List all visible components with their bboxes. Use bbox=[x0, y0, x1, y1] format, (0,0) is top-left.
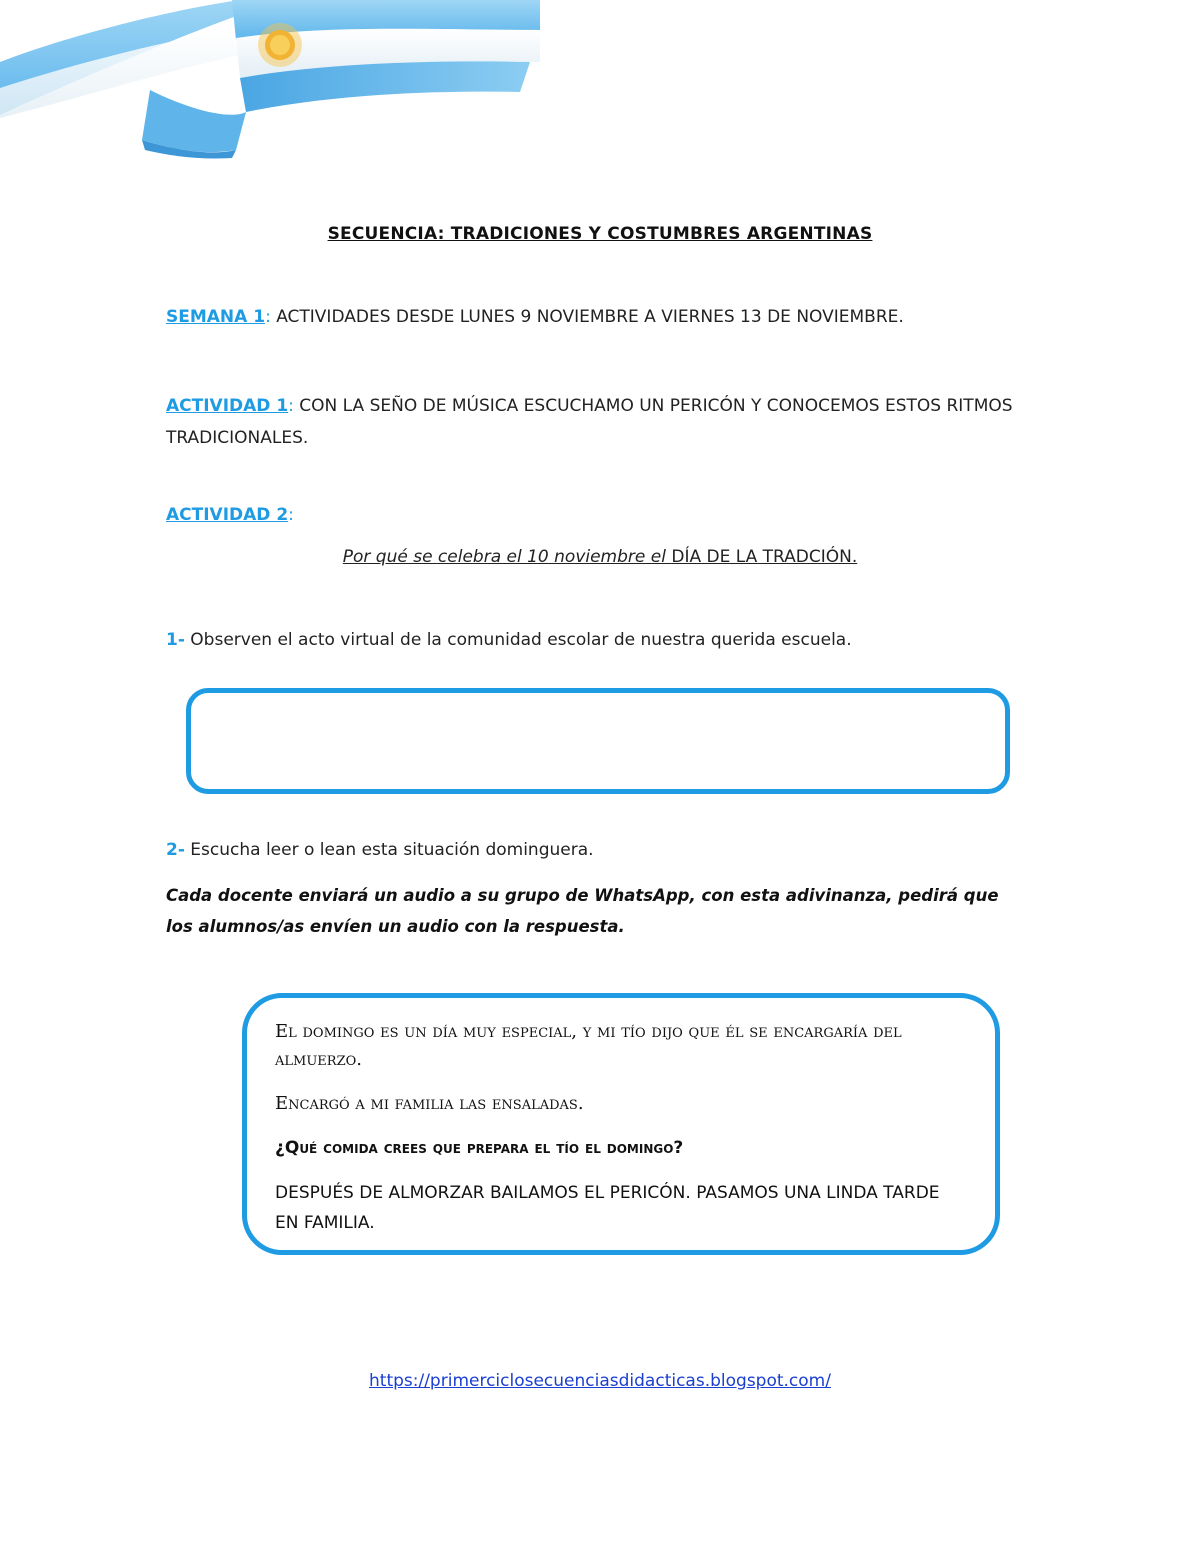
semana-text: ACTIVIDADES DESDE LUNES 9 NOVIEMBRE A VIERNES 13 DE NOVIEMBRE. bbox=[276, 307, 904, 327]
actividad-1: ACTIVIDAD 1: CON LA SEÑO DE MÚSICA ESCUCHAMO UN PERICÓN Y CONOCEMOS ESTOS RITMOS TRADICIONALES. bbox=[166, 396, 1013, 448]
step-1 bbox=[166, 630, 852, 650]
subtitle-caps: DÍA DE LA TRADCIÓN. bbox=[671, 547, 858, 567]
video-placeholder-box bbox=[186, 688, 1010, 794]
actividad-2: ACTIVIDAD 2: bbox=[166, 505, 294, 525]
step-1-number: 1- bbox=[166, 630, 185, 650]
step-2-text: Escucha leer o lean esta situación dominguera. bbox=[184, 840, 594, 860]
story-box bbox=[242, 993, 1000, 1255]
story-paragraph-4: DESPUÉS DE ALMORZAR BAILAMOS EL PERICÓN. PASAMOS UNA LINDA TARDE EN FAMILIA. bbox=[275, 1183, 940, 1233]
actividad-2-subtitle bbox=[0, 547, 1200, 567]
step-1-text: Observen el acto virtual de la comunidad escolar de nuestra querida escuela. bbox=[184, 630, 852, 650]
sol-de-mayo-icon bbox=[258, 23, 302, 67]
teacher-note: Cada docente enviará un audio a su grupo de WhatsApp, con esta adivinanza, pedirá que los alumnos/as envíen un audio con la respuesta. bbox=[166, 886, 999, 936]
story-paragraph-1: El domingo es un día muy especial, y mi tío dijo que él se encargaría del almuerzo. bbox=[275, 1021, 902, 1070]
step-2 bbox=[166, 840, 594, 860]
story-question: ¿Qué comida crees que prepara el tío el domingo? bbox=[275, 1138, 684, 1158]
actividad-2-label: ACTIVIDAD 2 bbox=[166, 505, 289, 525]
blog-link[interactable]: https://primerciclosecuenciasdidacticas.blogspot.com/ bbox=[369, 1371, 831, 1391]
semana-line: SEMANA 1: ACTIVIDADES DESDE LUNES 9 NOVIEMBRE A VIERNES 13 DE NOVIEMBRE. bbox=[166, 307, 904, 327]
subtitle-lead: Por qué se celebra el 10 noviembre el bbox=[342, 547, 672, 567]
actividad-1-label: ACTIVIDAD 1 bbox=[166, 396, 289, 416]
semana-label: SEMANA 1 bbox=[166, 307, 266, 327]
document-title: SECUENCIA: TRADICIONES Y COSTUMBRES ARGENTINAS bbox=[327, 224, 873, 244]
argentina-flag-ribbon bbox=[0, 0, 540, 160]
actividad-1-text: CON LA SEÑO DE MÚSICA ESCUCHAMO UN PERICÓN Y CONOCEMOS ESTOS RITMOS TRADICIONALES. bbox=[166, 396, 1013, 448]
step-2-number: 2- bbox=[166, 840, 185, 860]
story-paragraph-2: Encargó a mi familia las ensaladas. bbox=[275, 1093, 584, 1114]
